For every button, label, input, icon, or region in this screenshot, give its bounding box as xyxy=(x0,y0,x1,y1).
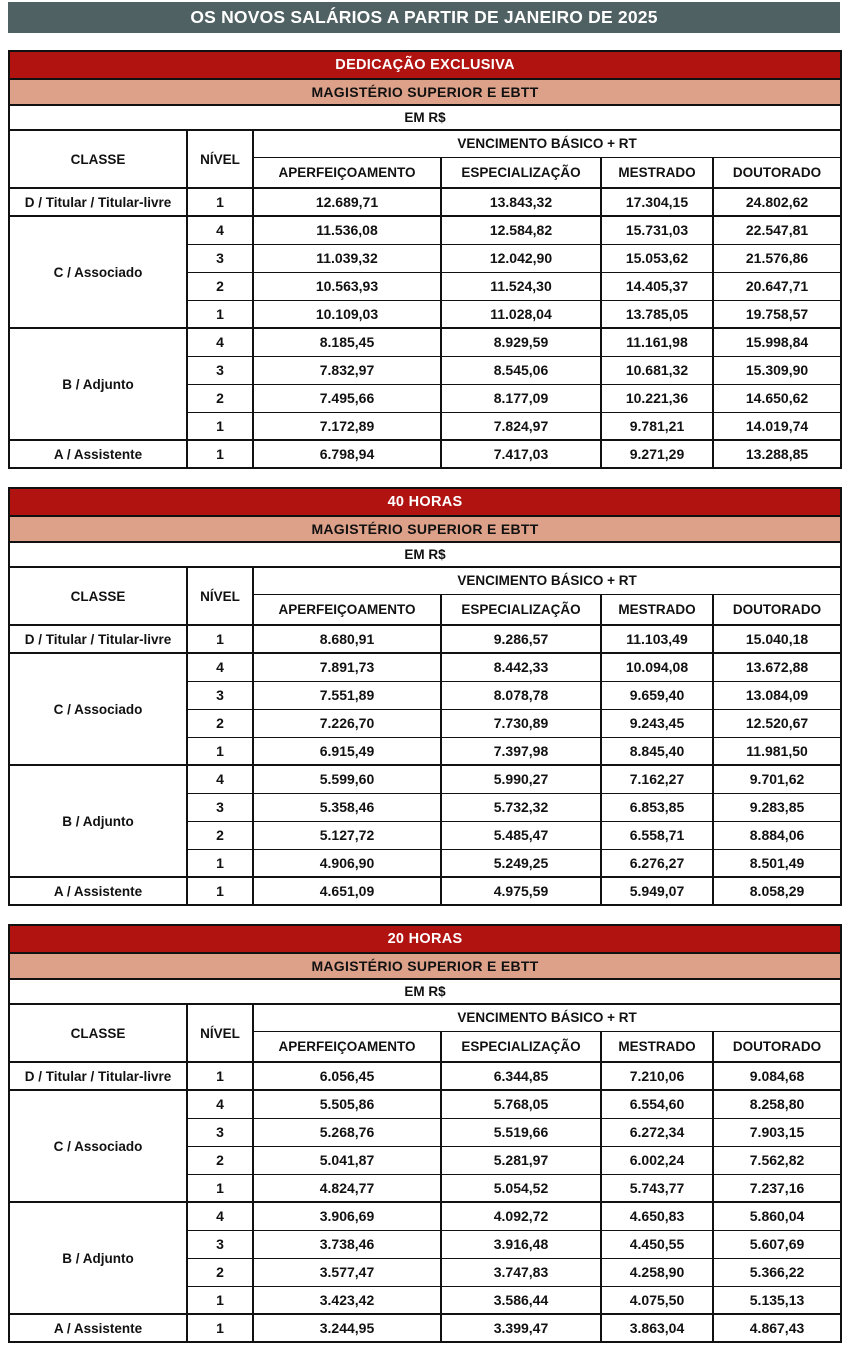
salary-value-cell: 4.650,83 xyxy=(601,1202,713,1230)
salary-value-cell: 10.681,32 xyxy=(601,356,713,384)
nivel-cell: 2 xyxy=(187,384,253,412)
column-header-aperfeicoamento: APERFEIÇOAMENTO xyxy=(253,1031,441,1062)
nivel-cell: 3 xyxy=(187,244,253,272)
salary-value-cell: 15.309,90 xyxy=(713,356,841,384)
salary-table-dedicacao-exclusiva xyxy=(8,50,842,469)
currency-label: EM R$ xyxy=(9,979,841,1004)
column-header-group: VENCIMENTO BÁSICO + RT xyxy=(253,130,841,157)
column-header-doutorado: DOUTORADO xyxy=(713,157,841,188)
salary-value-cell: 9.286,57 xyxy=(441,625,601,653)
salary-value-cell: 11.524,30 xyxy=(441,272,601,300)
salary-value-cell: 14.650,62 xyxy=(713,384,841,412)
salary-value-cell: 6.915,49 xyxy=(253,737,441,765)
salary-value-cell: 8.545,06 xyxy=(441,356,601,384)
salary-value-cell: 20.647,71 xyxy=(713,272,841,300)
salary-value-cell: 13.785,05 xyxy=(601,300,713,328)
salary-value-cell: 5.485,47 xyxy=(441,821,601,849)
salary-value-cell: 5.599,60 xyxy=(253,765,441,793)
salary-value-cell: 5.358,46 xyxy=(253,793,441,821)
salary-value-cell: 7.891,73 xyxy=(253,653,441,681)
nivel-cell: 1 xyxy=(187,300,253,328)
salary-value-cell: 9.271,29 xyxy=(601,440,713,468)
salary-value-cell: 3.244,95 xyxy=(253,1314,441,1342)
salary-value-cell: 4.975,59 xyxy=(441,877,601,905)
salary-value-cell: 5.249,25 xyxy=(441,849,601,877)
nivel-cell: 3 xyxy=(187,356,253,384)
salary-value-cell: 6.558,71 xyxy=(601,821,713,849)
nivel-cell: 4 xyxy=(187,765,253,793)
salary-value-cell: 8.177,09 xyxy=(441,384,601,412)
salary-value-cell: 9.701,62 xyxy=(713,765,841,793)
classe-cell: A / Assistente xyxy=(9,877,187,905)
salary-value-cell: 12.689,71 xyxy=(253,188,441,216)
column-header-doutorado: DOUTORADO xyxy=(713,1031,841,1062)
nivel-cell: 1 xyxy=(187,1174,253,1202)
salary-value-cell: 5.505,86 xyxy=(253,1090,441,1118)
column-header-group: VENCIMENTO BÁSICO + RT xyxy=(253,567,841,594)
nivel-cell: 4 xyxy=(187,1202,253,1230)
salary-value-cell: 9.283,85 xyxy=(713,793,841,821)
salary-value-cell: 5.054,52 xyxy=(441,1174,601,1202)
salary-value-cell: 7.903,15 xyxy=(713,1118,841,1146)
salary-value-cell: 6.276,27 xyxy=(601,849,713,877)
table-title: 40 HORAS xyxy=(9,488,841,516)
table-subtitle: MAGISTÉRIO SUPERIOR E EBTT xyxy=(9,516,841,542)
nivel-cell: 2 xyxy=(187,821,253,849)
nivel-cell: 2 xyxy=(187,1258,253,1286)
salary-value-cell: 5.135,13 xyxy=(713,1286,841,1314)
salary-value-cell: 15.998,84 xyxy=(713,328,841,356)
salary-value-cell: 4.824,77 xyxy=(253,1174,441,1202)
salary-value-cell: 7.172,89 xyxy=(253,412,441,440)
salary-value-cell: 11.981,50 xyxy=(713,737,841,765)
salary-value-cell: 3.577,47 xyxy=(253,1258,441,1286)
table-title: DEDICAÇÃO EXCLUSIVA xyxy=(9,51,841,79)
salary-value-cell: 4.867,43 xyxy=(713,1314,841,1342)
column-header-mestrado: MESTRADO xyxy=(601,1031,713,1062)
salary-table-40-horas xyxy=(8,487,842,906)
table-row xyxy=(9,328,841,356)
salary-value-cell: 12.042,90 xyxy=(441,244,601,272)
currency-label: EM R$ xyxy=(9,542,841,567)
salary-value-cell: 9.243,45 xyxy=(601,709,713,737)
salary-value-cell: 7.162,27 xyxy=(601,765,713,793)
classe-cell: C / Associado xyxy=(9,1090,187,1202)
salary-value-cell: 4.075,50 xyxy=(601,1286,713,1314)
salary-value-cell: 7.824,97 xyxy=(441,412,601,440)
salary-value-cell: 7.562,82 xyxy=(713,1146,841,1174)
classe-cell: C / Associado xyxy=(9,653,187,765)
salary-value-cell: 6.002,24 xyxy=(601,1146,713,1174)
salary-value-cell: 5.041,87 xyxy=(253,1146,441,1174)
table-row xyxy=(9,1202,841,1230)
salary-value-cell: 11.161,98 xyxy=(601,328,713,356)
classe-cell: B / Adjunto xyxy=(9,765,187,877)
salary-value-cell: 5.607,69 xyxy=(713,1230,841,1258)
salary-value-cell: 19.758,57 xyxy=(713,300,841,328)
nivel-cell: 2 xyxy=(187,709,253,737)
nivel-cell: 1 xyxy=(187,625,253,653)
salary-value-cell: 6.056,45 xyxy=(253,1062,441,1090)
table-row xyxy=(9,440,841,468)
salary-value-cell: 7.397,98 xyxy=(441,737,601,765)
nivel-cell: 3 xyxy=(187,1118,253,1146)
salary-value-cell: 9.781,21 xyxy=(601,412,713,440)
salary-value-cell: 5.860,04 xyxy=(713,1202,841,1230)
salary-value-cell: 21.576,86 xyxy=(713,244,841,272)
column-header-classe: CLASSE xyxy=(9,567,187,625)
table-subtitle: MAGISTÉRIO SUPERIOR E EBTT xyxy=(9,953,841,979)
salary-value-cell: 24.802,62 xyxy=(713,188,841,216)
salary-value-cell: 22.547,81 xyxy=(713,216,841,244)
salary-value-cell: 13.672,88 xyxy=(713,653,841,681)
salary-value-cell: 8.845,40 xyxy=(601,737,713,765)
salary-value-cell: 5.366,22 xyxy=(713,1258,841,1286)
salary-value-cell: 10.221,36 xyxy=(601,384,713,412)
salary-value-cell: 8.058,29 xyxy=(713,877,841,905)
salary-value-cell: 6.272,34 xyxy=(601,1118,713,1146)
salary-value-cell: 10.094,08 xyxy=(601,653,713,681)
page-title: OS NOVOS SALÁRIOS A PARTIR DE JANEIRO DE 2025 xyxy=(190,7,658,27)
salary-value-cell: 6.853,85 xyxy=(601,793,713,821)
nivel-cell: 1 xyxy=(187,1062,253,1090)
salary-value-cell: 11.536,08 xyxy=(253,216,441,244)
column-header-mestrado: MESTRADO xyxy=(601,594,713,625)
nivel-cell: 3 xyxy=(187,681,253,709)
salary-value-cell: 9.084,68 xyxy=(713,1062,841,1090)
nivel-cell: 2 xyxy=(187,1146,253,1174)
table-row xyxy=(9,216,841,244)
column-header-nivel: NÍVEL xyxy=(187,567,253,625)
classe-cell: C / Associado xyxy=(9,216,187,328)
salary-value-cell: 3.906,69 xyxy=(253,1202,441,1230)
salary-value-cell: 7.237,16 xyxy=(713,1174,841,1202)
classe-cell: D / Titular / Titular-livre xyxy=(9,188,187,216)
column-header-doutorado: DOUTORADO xyxy=(713,594,841,625)
salary-value-cell: 6.344,85 xyxy=(441,1062,601,1090)
salary-value-cell: 13.843,32 xyxy=(441,188,601,216)
salary-value-cell: 8.258,80 xyxy=(713,1090,841,1118)
salary-value-cell: 7.417,03 xyxy=(441,440,601,468)
salary-value-cell: 15.731,03 xyxy=(601,216,713,244)
salary-value-cell: 10.563,93 xyxy=(253,272,441,300)
salary-value-cell: 3.863,04 xyxy=(601,1314,713,1342)
salary-value-cell: 4.258,90 xyxy=(601,1258,713,1286)
column-header-aperfeicoamento: APERFEIÇOAMENTO xyxy=(253,594,441,625)
salary-value-cell: 15.053,62 xyxy=(601,244,713,272)
nivel-cell: 1 xyxy=(187,188,253,216)
nivel-cell: 3 xyxy=(187,793,253,821)
salary-value-cell: 13.084,09 xyxy=(713,681,841,709)
table-subtitle: MAGISTÉRIO SUPERIOR E EBTT xyxy=(9,79,841,105)
nivel-cell: 4 xyxy=(187,1090,253,1118)
salary-value-cell: 12.520,67 xyxy=(713,709,841,737)
nivel-cell: 1 xyxy=(187,849,253,877)
table-row xyxy=(9,188,841,216)
salary-table-20-horas xyxy=(8,924,842,1343)
column-header-classe: CLASSE xyxy=(9,130,187,188)
salary-value-cell: 4.906,90 xyxy=(253,849,441,877)
nivel-cell: 4 xyxy=(187,328,253,356)
salary-value-cell: 3.586,44 xyxy=(441,1286,601,1314)
salary-value-cell: 6.798,94 xyxy=(253,440,441,468)
salary-value-cell: 15.040,18 xyxy=(713,625,841,653)
currency-label: EM R$ xyxy=(9,105,841,130)
salary-value-cell: 7.551,89 xyxy=(253,681,441,709)
classe-cell: D / Titular / Titular-livre xyxy=(9,625,187,653)
salary-value-cell: 11.028,04 xyxy=(441,300,601,328)
salary-value-cell: 7.226,70 xyxy=(253,709,441,737)
salary-value-cell: 8.501,49 xyxy=(713,849,841,877)
nivel-cell: 1 xyxy=(187,440,253,468)
column-header-especializacao: ESPECIALIZAÇÃO xyxy=(441,157,601,188)
salary-value-cell: 3.738,46 xyxy=(253,1230,441,1258)
column-header-aperfeicoamento: APERFEIÇOAMENTO xyxy=(253,157,441,188)
salary-value-cell: 5.732,32 xyxy=(441,793,601,821)
classe-cell: D / Titular / Titular-livre xyxy=(9,1062,187,1090)
classe-cell: B / Adjunto xyxy=(9,328,187,440)
nivel-cell: 1 xyxy=(187,1286,253,1314)
column-header-mestrado: MESTRADO xyxy=(601,157,713,188)
nivel-cell: 4 xyxy=(187,216,253,244)
salary-value-cell: 14.019,74 xyxy=(713,412,841,440)
column-header-especializacao: ESPECIALIZAÇÃO xyxy=(441,594,601,625)
nivel-cell: 1 xyxy=(187,1314,253,1342)
salary-value-cell: 8.442,33 xyxy=(441,653,601,681)
salary-value-cell: 5.743,77 xyxy=(601,1174,713,1202)
table-title: 20 HORAS xyxy=(9,925,841,953)
nivel-cell: 2 xyxy=(187,272,253,300)
salary-value-cell: 3.916,48 xyxy=(441,1230,601,1258)
table-row xyxy=(9,653,841,681)
salary-value-cell: 7.210,06 xyxy=(601,1062,713,1090)
classe-cell: B / Adjunto xyxy=(9,1202,187,1314)
salary-value-cell: 5.990,27 xyxy=(441,765,601,793)
salary-value-cell: 5.127,72 xyxy=(253,821,441,849)
salary-value-cell: 11.039,32 xyxy=(253,244,441,272)
salary-value-cell: 4.092,72 xyxy=(441,1202,601,1230)
column-header-classe: CLASSE xyxy=(9,1004,187,1062)
salary-value-cell: 3.423,42 xyxy=(253,1286,441,1314)
salary-value-cell: 13.288,85 xyxy=(713,440,841,468)
salary-value-cell: 5.281,97 xyxy=(441,1146,601,1174)
salary-value-cell: 5.268,76 xyxy=(253,1118,441,1146)
column-header-especializacao: ESPECIALIZAÇÃO xyxy=(441,1031,601,1062)
salary-value-cell: 10.109,03 xyxy=(253,300,441,328)
nivel-cell: 1 xyxy=(187,737,253,765)
nivel-cell: 1 xyxy=(187,877,253,905)
salary-value-cell: 11.103,49 xyxy=(601,625,713,653)
classe-cell: A / Assistente xyxy=(9,1314,187,1342)
table-row xyxy=(9,1062,841,1090)
salary-value-cell: 12.584,82 xyxy=(441,216,601,244)
salary-value-cell: 17.304,15 xyxy=(601,188,713,216)
salary-value-cell: 3.747,83 xyxy=(441,1258,601,1286)
classe-cell: A / Assistente xyxy=(9,440,187,468)
salary-value-cell: 6.554,60 xyxy=(601,1090,713,1118)
salary-value-cell: 5.949,07 xyxy=(601,877,713,905)
salary-value-cell: 8.884,06 xyxy=(713,821,841,849)
salary-value-cell: 8.185,45 xyxy=(253,328,441,356)
nivel-cell: 4 xyxy=(187,653,253,681)
table-row xyxy=(9,625,841,653)
salary-value-cell: 5.519,66 xyxy=(441,1118,601,1146)
salary-value-cell: 5.768,05 xyxy=(441,1090,601,1118)
salary-value-cell: 7.832,97 xyxy=(253,356,441,384)
salary-value-cell: 4.651,09 xyxy=(253,877,441,905)
table-row xyxy=(9,1090,841,1118)
salary-value-cell: 7.730,89 xyxy=(441,709,601,737)
nivel-cell: 1 xyxy=(187,412,253,440)
salary-value-cell: 8.929,59 xyxy=(441,328,601,356)
table-row xyxy=(9,765,841,793)
salary-value-cell: 14.405,37 xyxy=(601,272,713,300)
page-title-bar xyxy=(8,2,840,33)
column-header-nivel: NÍVEL xyxy=(187,1004,253,1062)
column-header-group: VENCIMENTO BÁSICO + RT xyxy=(253,1004,841,1031)
table-row xyxy=(9,1314,841,1342)
salary-value-cell: 8.680,91 xyxy=(253,625,441,653)
salary-value-cell: 8.078,78 xyxy=(441,681,601,709)
salary-value-cell: 7.495,66 xyxy=(253,384,441,412)
column-header-nivel: NÍVEL xyxy=(187,130,253,188)
salary-value-cell: 4.450,55 xyxy=(601,1230,713,1258)
salary-value-cell: 9.659,40 xyxy=(601,681,713,709)
nivel-cell: 3 xyxy=(187,1230,253,1258)
salary-value-cell: 3.399,47 xyxy=(441,1314,601,1342)
table-row xyxy=(9,877,841,905)
